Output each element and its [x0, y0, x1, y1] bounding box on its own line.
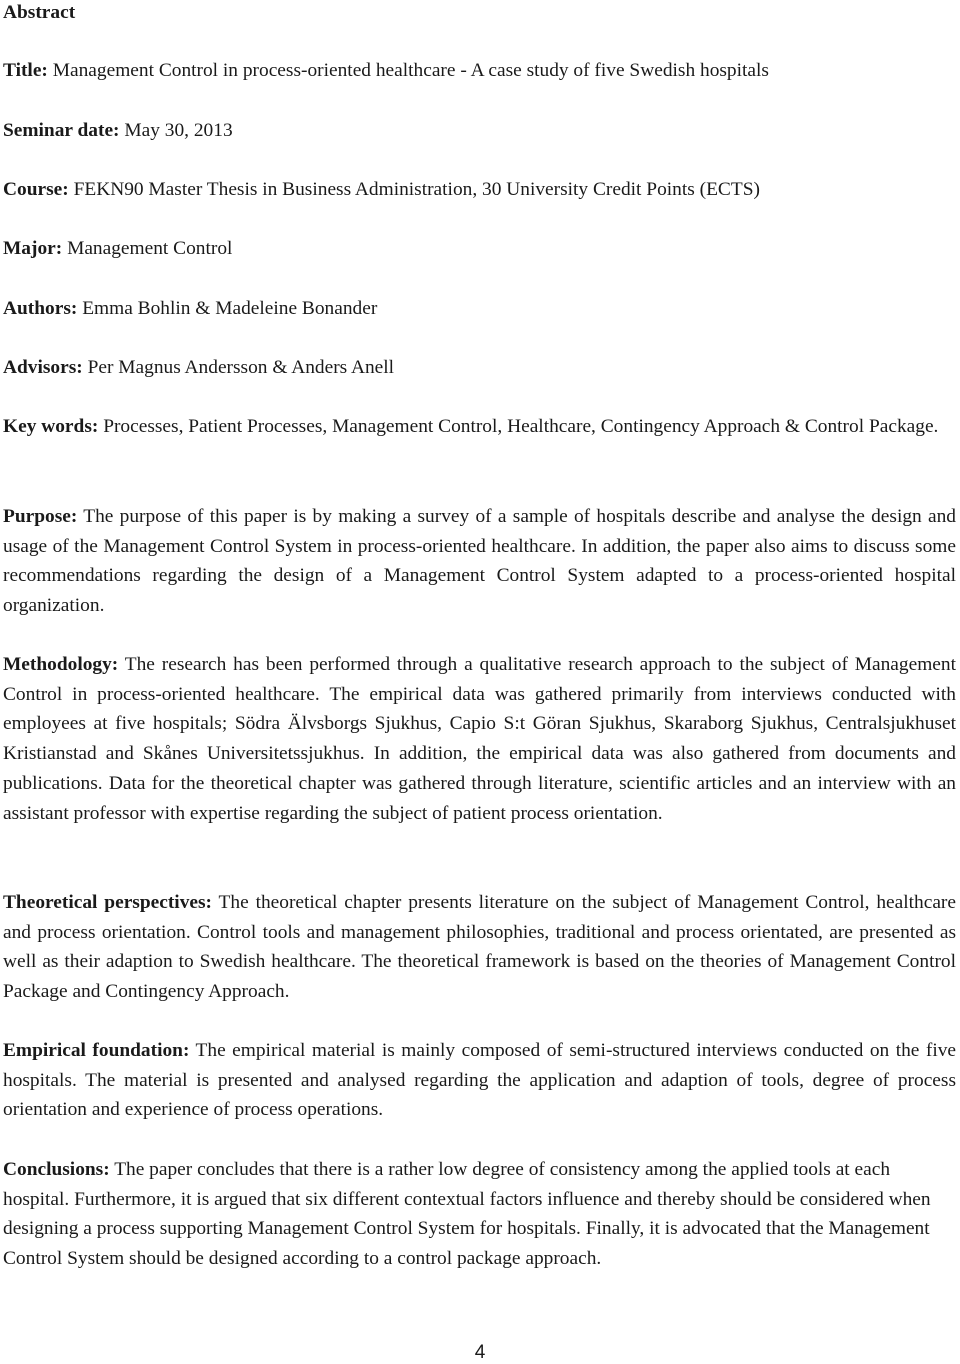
advisors-value: Per Magnus Andersson & Anders Anell: [87, 357, 395, 378]
conclusions-label: Conclusions:: [3, 1159, 110, 1180]
seminar-date-label: Seminar date:: [3, 120, 120, 141]
keywords-label: Key words:: [3, 416, 99, 437]
title-value: Management Control in process-oriented healthcare - A case study of five Swedish hospitals: [52, 60, 769, 81]
conclusions-paragraph: [3, 1155, 933, 1274]
methodology-paragraph: [3, 650, 956, 828]
authors-value: Emma Bohlin & Madeleine Bonander: [82, 298, 378, 319]
empirical-foundation-text: The empirical material is mainly composed of semi-structured interviews conducted on the five hospitals. The material is presented and analysed regarding the application and adaption of tools, degree of process orientation and experience of process operations.: [3, 1040, 957, 1121]
course-label: Course:: [3, 179, 69, 200]
major-value: Management Control: [67, 238, 233, 259]
authors-label: Authors:: [3, 298, 78, 319]
purpose-paragraph: [3, 502, 956, 621]
title-label: Title:: [3, 60, 48, 81]
methodology-text: The research has been performed through a qualitative research approach to the subject of Management Control in process-oriented healthcare. The empirical data was gathered primarily from interviews conducted with employees at five hospitals; Södra Älvsborgs Sjukhus, Capio S:t Göran Sjukhus, Skaraborg Sjukhus, Centralsjukhuset Kristianstad and Skånes Universitetssjukhus. In addition, the empirical data was also gathered from documents and publications. Data for the theoretical chapter was gathered through literature, scientific articles and an interview with an assistant professor with expertise regarding the subject of patient process orientation.: [3, 654, 956, 824]
empirical-foundation-paragraph: [3, 1036, 956, 1125]
seminar-date-line: [3, 116, 956, 146]
conclusions-text: The paper concludes that there is a rather low degree of consistency among the applied tools at each hospital. Furthermore, it is argued that six different contextual factors influence and thereby should be considered when designing a process supporting Management Control System for hospitals. Finally, it is advocated that the Management Control System should be designed according to a control package approach.: [3, 1159, 931, 1270]
page-number: 4: [474, 1342, 486, 1363]
advisors-line: [3, 353, 956, 383]
keywords-line: [3, 412, 956, 442]
theoretical-perspectives-label: Theoretical perspectives:: [3, 892, 212, 913]
title-line: [3, 56, 956, 86]
keywords-value: Processes, Patient Processes, Management Control, Healthcare, Contingency Approach & Control Package.: [103, 416, 939, 437]
empirical-foundation-label: Empirical foundation:: [3, 1040, 190, 1061]
major-label: Major:: [3, 238, 63, 259]
theoretical-perspectives-text: The theoretical chapter presents literature on the subject of Management Control, healthcare and process orientation. Control tools and management philosophies, traditional and process orientated, are presented as well as their adaption to Swedish healthcare. The theoretical framework is based on the theories of Management Control Package and Contingency Approach.: [3, 892, 956, 1003]
authors-line: [3, 294, 956, 324]
purpose-label: Purpose:: [3, 506, 78, 527]
methodology-label: Methodology:: [3, 654, 119, 675]
course-value: FEKN90 Master Thesis in Business Administration, 30 University Credit Points (ECTS): [73, 179, 760, 200]
purpose-text: The purpose of this paper is by making a survey of a sample of hospitals describe and analyse the design and usage of the Management Control System in process-oriented healthcare. In addition, the paper also aims to discuss some recommendations regarding the design of a Management Control System adapted to a process-oriented hospital organization.: [3, 506, 956, 617]
theoretical-perspectives-paragraph: [3, 888, 956, 1007]
major-line: [3, 234, 956, 264]
seminar-date-value: May 30, 2013: [124, 120, 233, 141]
advisors-label: Advisors:: [3, 357, 83, 378]
course-line: [3, 175, 956, 205]
abstract-heading: Abstract: [3, 2, 76, 23]
